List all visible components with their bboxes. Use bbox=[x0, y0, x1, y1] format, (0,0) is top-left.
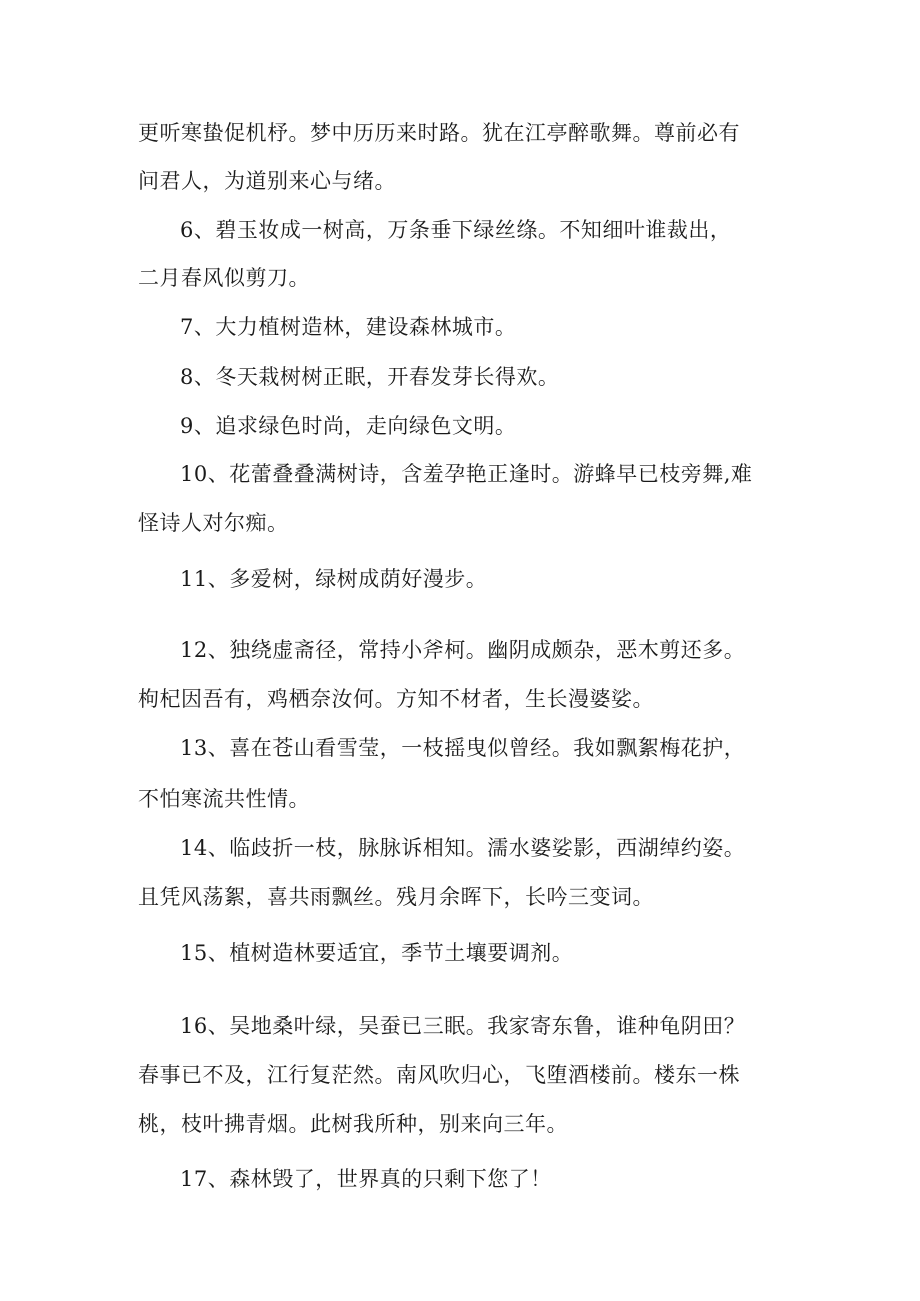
text-line: 枸杞因吾有，鸡栖奈汝何。方知不材者，生长漫婆娑。 bbox=[138, 687, 654, 711]
text-line: 9、追求绿色时尚，走向绿色文明。 bbox=[180, 414, 517, 438]
text-line: 不怕寒流共性情。 bbox=[138, 787, 310, 811]
text-line: 更听寒蛰促机杼。梦中历历来时路。犹在江亭醉歌舞。尊前必有 bbox=[138, 121, 740, 145]
text-line: 11、多爱树，绿树成荫好漫步。 bbox=[180, 567, 488, 591]
text-line: 12、独绕虚斋径，常持小斧柯。幽阴成颇杂，恶木剪还多。 bbox=[180, 638, 746, 662]
text-line: 16、吴地桑叶绿，吴蚕已三眠。我家寄东鲁，谁种龟阴田？ bbox=[180, 1014, 746, 1038]
text-line: 桃，枝叶拂青烟。此树我所种，别来向三年。 bbox=[138, 1112, 568, 1136]
text-line: 问君人，为道别来心与绪。 bbox=[138, 169, 396, 193]
text-line: 7、大力植树造林，建设森林城市。 bbox=[180, 315, 517, 339]
text-line: 且凭风荡絮，喜共雨飘丝。残月余晖下，长吟三变词。 bbox=[138, 885, 654, 909]
text-line: 二月春风似剪刀。 bbox=[138, 266, 310, 290]
text-line: 17、森林毁了，世界真的只剩下您了！ bbox=[180, 1167, 552, 1191]
text-line: 怪诗人对尔痴。 bbox=[138, 511, 289, 535]
text-line: 春事已不及，江行复茫然。南风吹归心，飞堕酒楼前。楼东一株 bbox=[138, 1063, 740, 1087]
text-line: 13、喜在苍山看雪莹，一枝摇曳似曾经。我如飘絮梅花护， bbox=[180, 736, 746, 760]
text-line: 10、花蕾叠叠满树诗，含羞孕艳正逢时。游蜂早已枝旁舞,难 bbox=[180, 462, 753, 486]
text-line: 15、植树造林要适宜，季节土壤要调剂。 bbox=[180, 941, 574, 965]
text-line: 8、冬天栽树树正眠，开春发芽长得欢。 bbox=[180, 365, 560, 389]
text-line: 6、碧玉妆成一树高，万条垂下绿丝绦。不知细叶谁裁出， bbox=[180, 218, 732, 242]
text-line: 14、临歧折一枝，脉脉诉相知。濡水婆娑影，西湖绰约姿。 bbox=[180, 836, 746, 860]
